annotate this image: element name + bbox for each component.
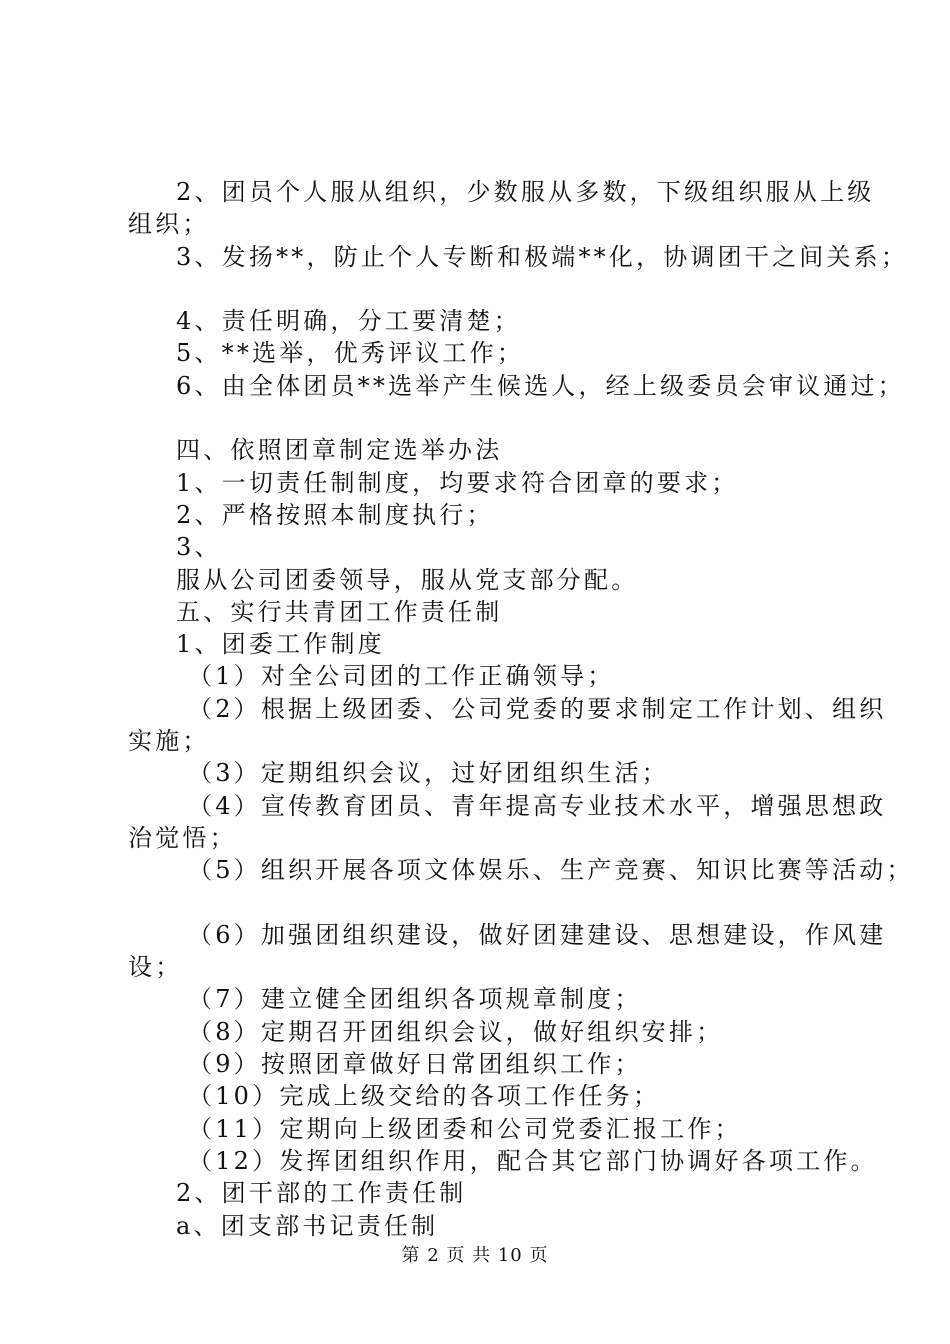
text-line: （10）完成上级交给的各项工作任务； [188,1082,661,1111]
text-line: 设； [128,953,183,982]
text-line: 3、 [176,533,222,562]
text-line: 4、责任明确，分工要清楚； [176,307,521,336]
text-line: 实施； [128,727,210,756]
text-line: （3）定期组织会议，过好团组织生活； [188,759,669,788]
text-line: 四、依照团章制定选举办法 [176,436,503,465]
text-line: （12）发挥团组织作用，配合其它部门协调好各项工作。 [188,1146,878,1175]
document-body [128,176,914,1242]
blank-line [128,887,848,919]
text-line: 2、严格按照本制度执行； [176,500,494,529]
text-line: 5、**选举，优秀评议工作； [176,339,525,368]
blank-line [128,402,848,434]
text-line: （6）加强团组织建设，做好团建建设、思想建设，作风建 [188,920,887,949]
text-line: a、团支部书记责任制 [176,1211,439,1240]
text-line: 五、实行共青团工作责任制 [176,597,503,626]
text-line: （7）建立健全团组织各项规章制度； [188,985,642,1014]
text-line: （2）根据上级团委、公司党委的要求制定工作计划、组织 [188,694,887,723]
text-line: 3、发扬**，防止个人专断和极端**化，协调团干之间关系； [176,242,909,271]
text-line: 2、团员个人服从组织，少数服从多数，下级组织服从上级 [176,178,875,206]
text-line: 2、团干部的工作责任制 [176,1179,467,1208]
text-line: 1、团委工作制度 [176,630,385,659]
text-line: （5）组织开展各项文体娱乐、生产竞赛、知识比赛等活动； [188,856,914,885]
text-line: 治觉悟； [128,823,237,852]
page-footer: 第 2 页 共 10 页 [401,1245,549,1266]
text-line: （9）按照团章做好日常团组织工作； [188,1050,642,1079]
text-line: （4）宣传教育团员、青年提高专业技术水平，增强思想政 [188,791,887,820]
text-line: 6、由全体团员**选举产生候选人，经上级委员会审议通过； [176,371,905,400]
text-line: 1、一切责任制制度，均要求符合团章的要求； [176,468,739,497]
text-line: （8）定期召开团组织会议，做好组织安排； [188,1017,724,1046]
text-line: 组织； [128,210,210,239]
text-line: （1）对全公司团的工作正确领导； [188,662,615,691]
text-line: 服从公司团委领导，服从党支部分配。 [176,565,639,594]
blank-line [128,273,848,305]
text-line: （11）定期向上级团委和公司党委汇报工作； [188,1114,742,1143]
